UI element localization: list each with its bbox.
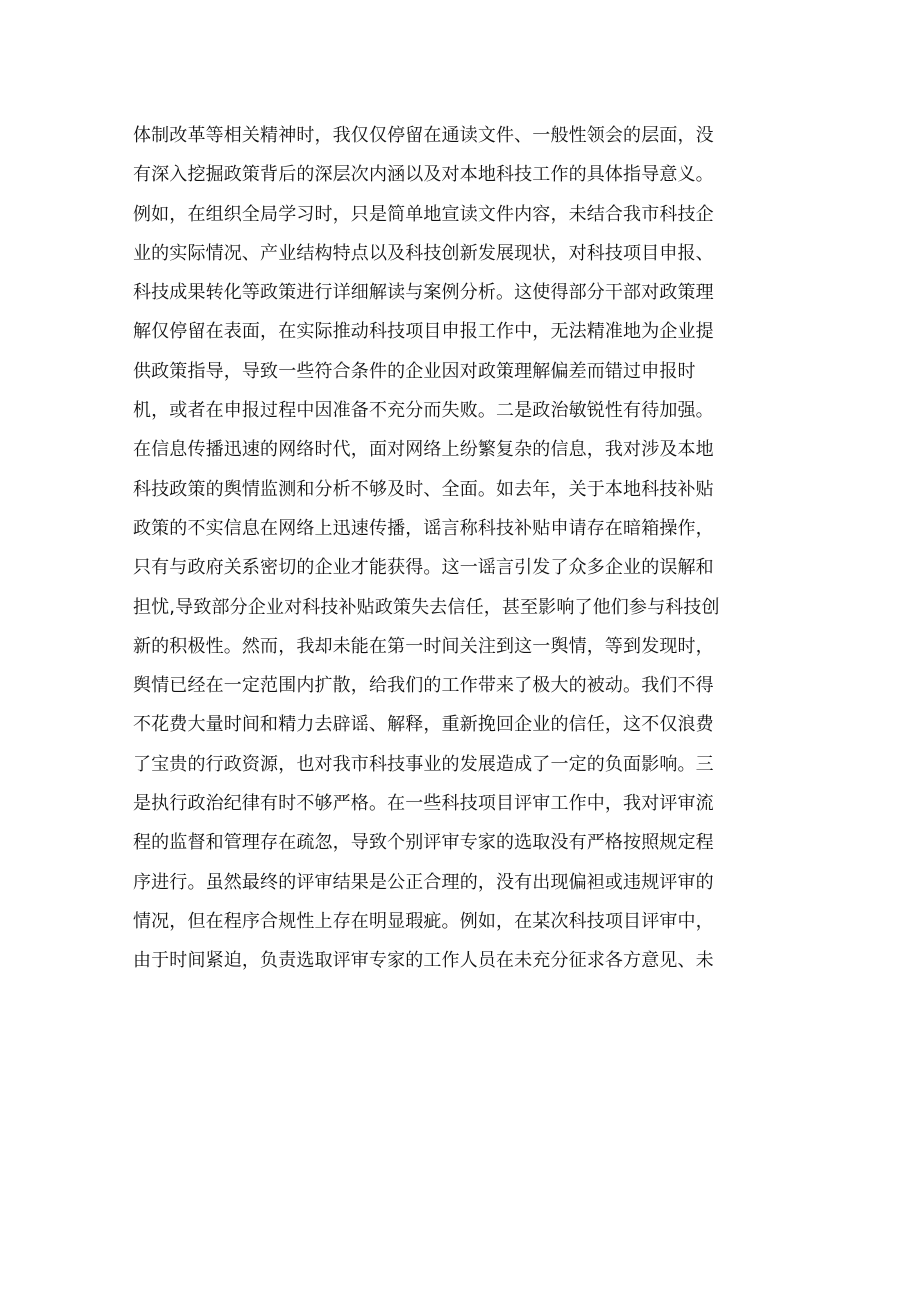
- text-line: 科技政策的舆情监测和分析不够及时、全面。如去年，关于本地科技补贴: [133, 478, 714, 500]
- text-line: 供政策指导，导致一些符合条件的企业因对政策理解偏差而错过申报时: [133, 360, 696, 382]
- text-line: 舆情已经在一定范围内扩散，给我们的工作带来了极大的被动。我们不得: [133, 675, 714, 697]
- text-line: 科技成果转化等政策进行详细解读与案例分析。这使得部分干部对政策理: [133, 282, 714, 304]
- text-line: 解仅停留在表面，在实际推动科技项目申报工作中，无法精准地为企业提: [133, 321, 714, 343]
- text-line: 了宝贵的行政资源，也对我市科技事业的发展造成了一定的负面影响。三: [133, 753, 714, 775]
- text-line: 只有与政府关系密切的企业才能获得。这一谣言引发了众多企业的误解和: [133, 557, 714, 579]
- text-line: 序进行。虽然最终的评审结果是公正合理的，没有出现偏袒或违规评审的: [133, 871, 714, 893]
- body-text: [133, 116, 793, 981]
- text-line: 新的积极性。然而，我却未能在第一时间关注到这一舆情，等到发现时，: [133, 635, 714, 657]
- text-line: 体制改革等相关精神时，我仅仅停留在通读文件、一般性领会的层面，没: [133, 125, 714, 146]
- text-line: 情况，但在程序合规性上存在明显瑕疵。例如，在某次科技项目评审中，: [133, 910, 714, 932]
- text-line: 不花费大量时间和精力去辟谣、解释，重新挽回企业的信任，这不仅浪费: [133, 714, 714, 736]
- text-line: 政策的不实信息在网络上迅速传播，谣言称科技补贴申请存在暗箱操作，: [133, 517, 714, 539]
- text-line: 程的监督和管理存在疏忽，导致个别评审专家的选取没有严格按照规定程: [133, 832, 714, 854]
- text-line: 是执行政治纪律有时不够严格。在一些科技项目评审工作中，我对评审流: [133, 793, 714, 815]
- text-line: 担忧,导致部分企业对科技补贴政策失去信任，甚至影响了他们参与科技创: [133, 596, 720, 618]
- text-line: 机，或者在申报过程中因准备不充分而失败。二是政治敏锐性有待加强。: [133, 400, 714, 422]
- text-line: 在信息传播迅速的网络时代，面对网络上纷繁复杂的信息，我对涉及本地: [133, 439, 714, 461]
- text-line: 由于时间紧迫，负责选取评审专家的工作人员在未充分征求各方意见、未: [133, 950, 714, 972]
- text-line: 业的实际情况、产业结构特点以及科技创新发展现状，对科技项目申报、: [133, 242, 714, 264]
- text-line: 例如，在组织全局学习时，只是简单地宣读文件内容，未结合我市科技企: [133, 203, 714, 225]
- text-line: 有深入挖掘政策背后的深层次内涵以及对本地科技工作的具体指导意义。: [133, 164, 714, 186]
